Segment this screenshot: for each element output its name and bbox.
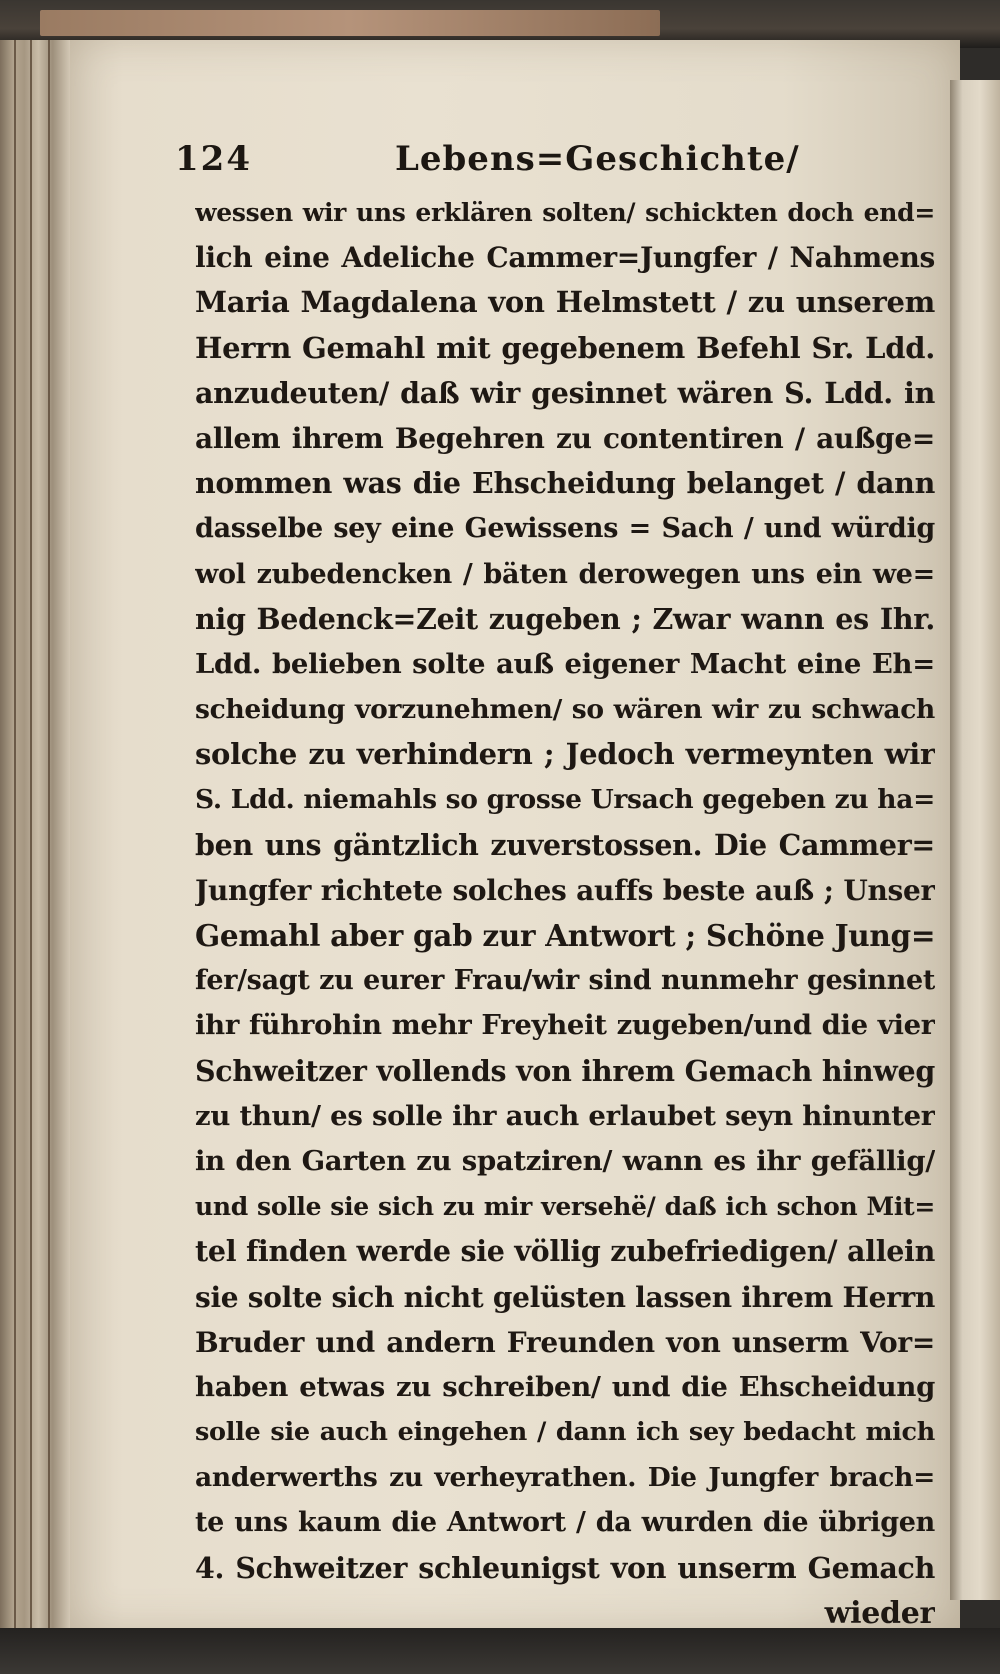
text-line: solche zu verhindern ; Jedoch vermeynten wir — [195, 737, 935, 772]
text-line: 4. Schweitzer schleunigst von unserm Gemach — [195, 1550, 935, 1585]
text-line: zu thun/ es solle ihr auch erlaubet seyn hinunter — [195, 1099, 935, 1132]
text-line: te uns kaum die Antwort / da wurden die übrigen — [195, 1507, 935, 1539]
text-line: sie solte sich nicht gelüsten lassen ihrem Herrn — [195, 1280, 935, 1314]
text-line: S. Ldd. niemahls so grosse Ursach gegeben zu ha= — [195, 784, 935, 816]
right-page-stack — [950, 80, 1000, 1600]
page-header — [175, 135, 935, 185]
text-line: nig Bedenck=Zeit zugeben ; Zwar wann es Ihr. — [195, 601, 935, 636]
text-line: Bruder und andern Freunden von unserm Vor= — [195, 1325, 935, 1359]
text-line: solle sie auch eingehen / dann ich sey bedacht mich — [195, 1417, 935, 1448]
text-line: fer/sagt zu eurer Frau/wir sind nunmehr gesinnet — [195, 965, 935, 997]
left-page-stack — [0, 40, 70, 1630]
body-text — [195, 190, 935, 1636]
text-line: ben uns gäntzlich zuverstossen. Die Cammer= — [195, 827, 935, 862]
page-number: 124 — [175, 139, 252, 179]
text-line: Jungfer richtete solches auffs beste auß ; Unser — [195, 873, 935, 907]
page-edge-line — [48, 40, 50, 1630]
text-line: anzudeuten/ daß wir gesinnet wären S. Ldd. in — [195, 375, 935, 410]
page-edge-line — [30, 40, 32, 1630]
text-line: wessen wir uns erklären solten/ schickten doch end= — [195, 198, 935, 227]
text-line: wieder — [824, 1595, 935, 1631]
text-line: allem ihrem Begehren zu contentiren / außge= — [195, 421, 935, 455]
page-edge-line — [14, 40, 16, 1630]
text-line: Maria Magdalena von Helmstett / zu unserem — [195, 285, 935, 320]
text-line: lich eine Adeliche Cammer=Jungfer / Nahmens — [195, 241, 935, 275]
text-line: Ldd. belieben solte auß eigener Macht eine Eh= — [195, 647, 935, 680]
text-line: scheidung vorzunehmen/ so wären wir zu schwach — [195, 694, 935, 726]
text-line: in den Garten zu spatziren/ wann es ihr gefällig/ — [195, 1144, 935, 1177]
text-line: wol zubedencken / bäten derowegen uns ein we= — [195, 558, 935, 590]
binding-leather-strip — [40, 10, 660, 36]
text-line: Herrn Gemahl mit gegebenem Befehl Sr. Ldd. — [195, 330, 935, 365]
running-title: Lebens=Geschichte/ — [395, 139, 800, 179]
text-line: nommen was die Ehscheidung belanget / dann — [195, 466, 935, 501]
text-line: und solle sie sich zu mir versehë/ daß ich schon Mit= — [195, 1192, 935, 1222]
text-line: anderwerths zu verheyrathen. Die Jungfer brach= — [195, 1462, 935, 1494]
text-line: haben etwas zu schreiben/ und die Ehscheidung — [195, 1370, 935, 1403]
text-line: Schweitzer vollends von ihrem Gemach hinweg — [195, 1053, 935, 1088]
text-line: Gemahl aber gab zur Antwort ; Schöne Jung= — [195, 918, 935, 953]
text-line: tel finden werde sie völlig zubefriedigen/ allein — [195, 1234, 935, 1269]
text-line: dasselbe sey eine Gewissens = Sach / und würdig — [195, 513, 935, 545]
text-line: ihr führohin mehr Freyheit zugeben/und die vier — [195, 1009, 935, 1042]
